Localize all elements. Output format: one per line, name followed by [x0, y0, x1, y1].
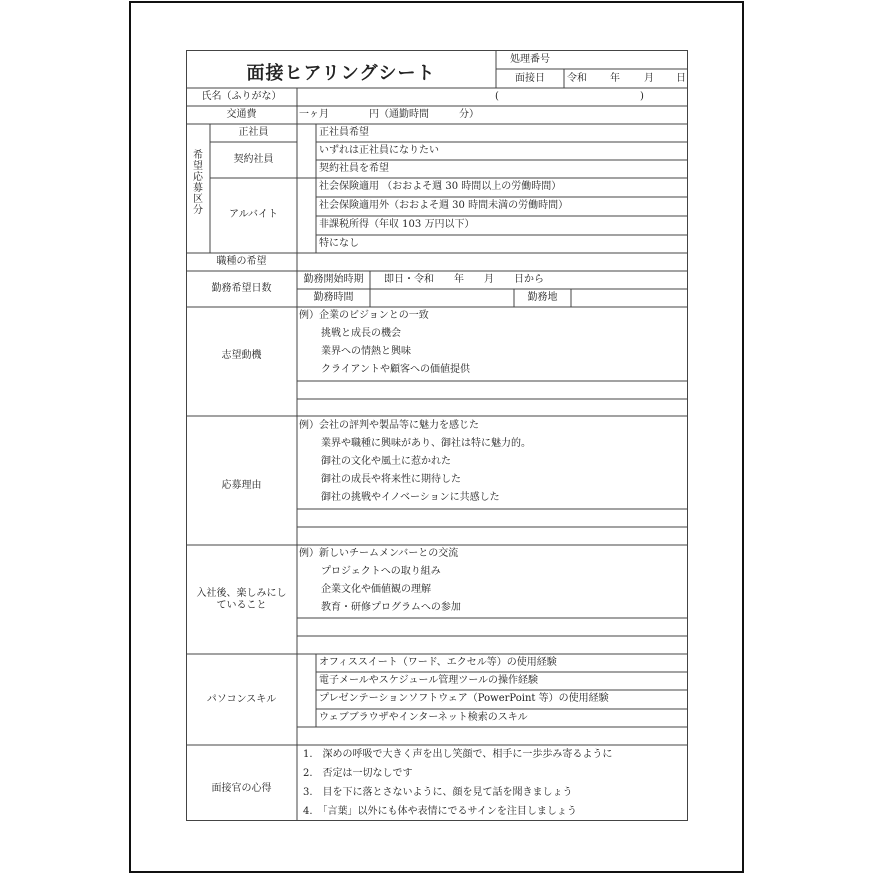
interviewer-tip-1: 1. 深めの呼吸で大きく声を出し笑顔で、相手に一歩歩み寄るように — [303, 749, 613, 760]
interview-hearing-sheet — [186, 50, 688, 821]
reason-line-2: 業界や職種に興味があり、御社は特に魅力的。 — [321, 438, 531, 449]
start-label: 勤務開始時期 — [303, 274, 364, 285]
pc-skill-1: オフィススイート（ワード、エクセル等）の使用経験 — [319, 657, 557, 668]
processing-number-label: 処理番号 — [510, 54, 550, 65]
reason-line-5: 御社の挑戦やイノベーションに共感した — [321, 492, 500, 503]
pc-skills-label: パソコンスキル — [206, 694, 277, 705]
motivation-line-3: 業界への情熱と興味 — [321, 346, 411, 357]
full-time-option: 正社員希望 — [319, 127, 369, 138]
after-joining-line-4: 教育・研修プログラムへの参加 — [321, 602, 461, 613]
pc-skill-2: 電子メールやスケジュール管理ツールの操作経験 — [319, 675, 538, 686]
date-day: 日 — [676, 73, 686, 84]
date-year: 年 — [610, 73, 620, 84]
interview-date-label: 面接日 — [515, 73, 545, 84]
after-joining-line-1: 例）新しいチームメンバーとの交流 — [299, 548, 459, 559]
motivation-line-4: クライアントや顧客への価値提供 — [321, 364, 470, 375]
part-time-option-2: 社会保険適用外（おおよそ週 30 時間未満の労働時間） — [319, 200, 569, 211]
name-paren-close: ) — [640, 91, 644, 102]
name-paren-open: ( — [495, 91, 499, 102]
part-time-option-3: 非課税所得（年収 103 万円以下） — [319, 219, 475, 230]
contract-option-2: 契約社員を希望 — [319, 163, 389, 174]
date-era: 令和 — [567, 73, 587, 84]
start-value: 即日・令和 年 月 日から — [384, 274, 544, 285]
sheet-title: 面接ヒアリングシート — [246, 63, 436, 84]
pc-skill-3: プレゼンテーションソフトウェア（PowerPoint 等）の使用経験 — [319, 693, 609, 704]
location-label: 勤務地 — [527, 292, 558, 303]
work-days-label: 勤務希望日数 — [211, 283, 272, 294]
contract-option-1: いずれは正社員になりたい — [319, 145, 439, 156]
pc-skill-4: ウェブブラウザやインターネット検索のスキル — [319, 712, 528, 723]
reason-line-4: 御社の成長や将来性に期待した — [321, 474, 461, 485]
part-time-option-1: 社会保険適用 （おおよそ週 30 時間以上の労働時間） — [319, 181, 562, 192]
motivation-line-2: 挑戦と成長の機会 — [321, 328, 401, 339]
after-joining-line-3: 企業文化や価値観の理解 — [321, 584, 431, 595]
reason-line-3: 御社の文化や風土に惹かれた — [321, 456, 451, 467]
interviewer-tip-4: 4. 「言葉」以外にも体や表情にでるサインを注目しましょう — [303, 806, 577, 817]
interviewer-label: 面接官の心得 — [211, 783, 272, 794]
date-month: 月 — [644, 73, 654, 84]
full-time-label: 正社員 — [238, 127, 269, 138]
hours-label: 勤務時間 — [313, 292, 354, 303]
name-label: 氏名（ふりがな） — [201, 91, 282, 102]
part-time-label: アルバイト — [229, 209, 278, 220]
transport-value: 一ヶ月 円（通勤時間 分） — [299, 109, 479, 120]
reason-line-1: 例）会社の評判や製品等に魅力を感じた — [299, 420, 479, 431]
part-time-option-4: 特になし — [319, 238, 359, 249]
after-joining-label-line-2: ていること — [216, 600, 267, 611]
interviewer-tip-2: 2. 否定は一切なしです — [303, 768, 413, 779]
desired-category-label: 希望応募区分 — [193, 150, 203, 216]
job-type-label: 職種の希望 — [216, 256, 267, 267]
interviewer-tip-3: 3. 目を下に落とさないように、顔を見て話を聞きましょう — [303, 787, 573, 798]
motivation-label: 志望動機 — [221, 350, 262, 361]
transport-label: 交通費 — [226, 109, 257, 120]
reason-label: 応募理由 — [221, 480, 262, 491]
after-joining-label-line-1: 入社後、楽しみにし — [196, 588, 287, 599]
motivation-line-1: 例）企業のビジョンとの一致 — [299, 310, 429, 321]
contract-label: 契約社員 — [233, 154, 274, 165]
after-joining-line-2: プロジェクトへの取り組み — [321, 566, 441, 577]
